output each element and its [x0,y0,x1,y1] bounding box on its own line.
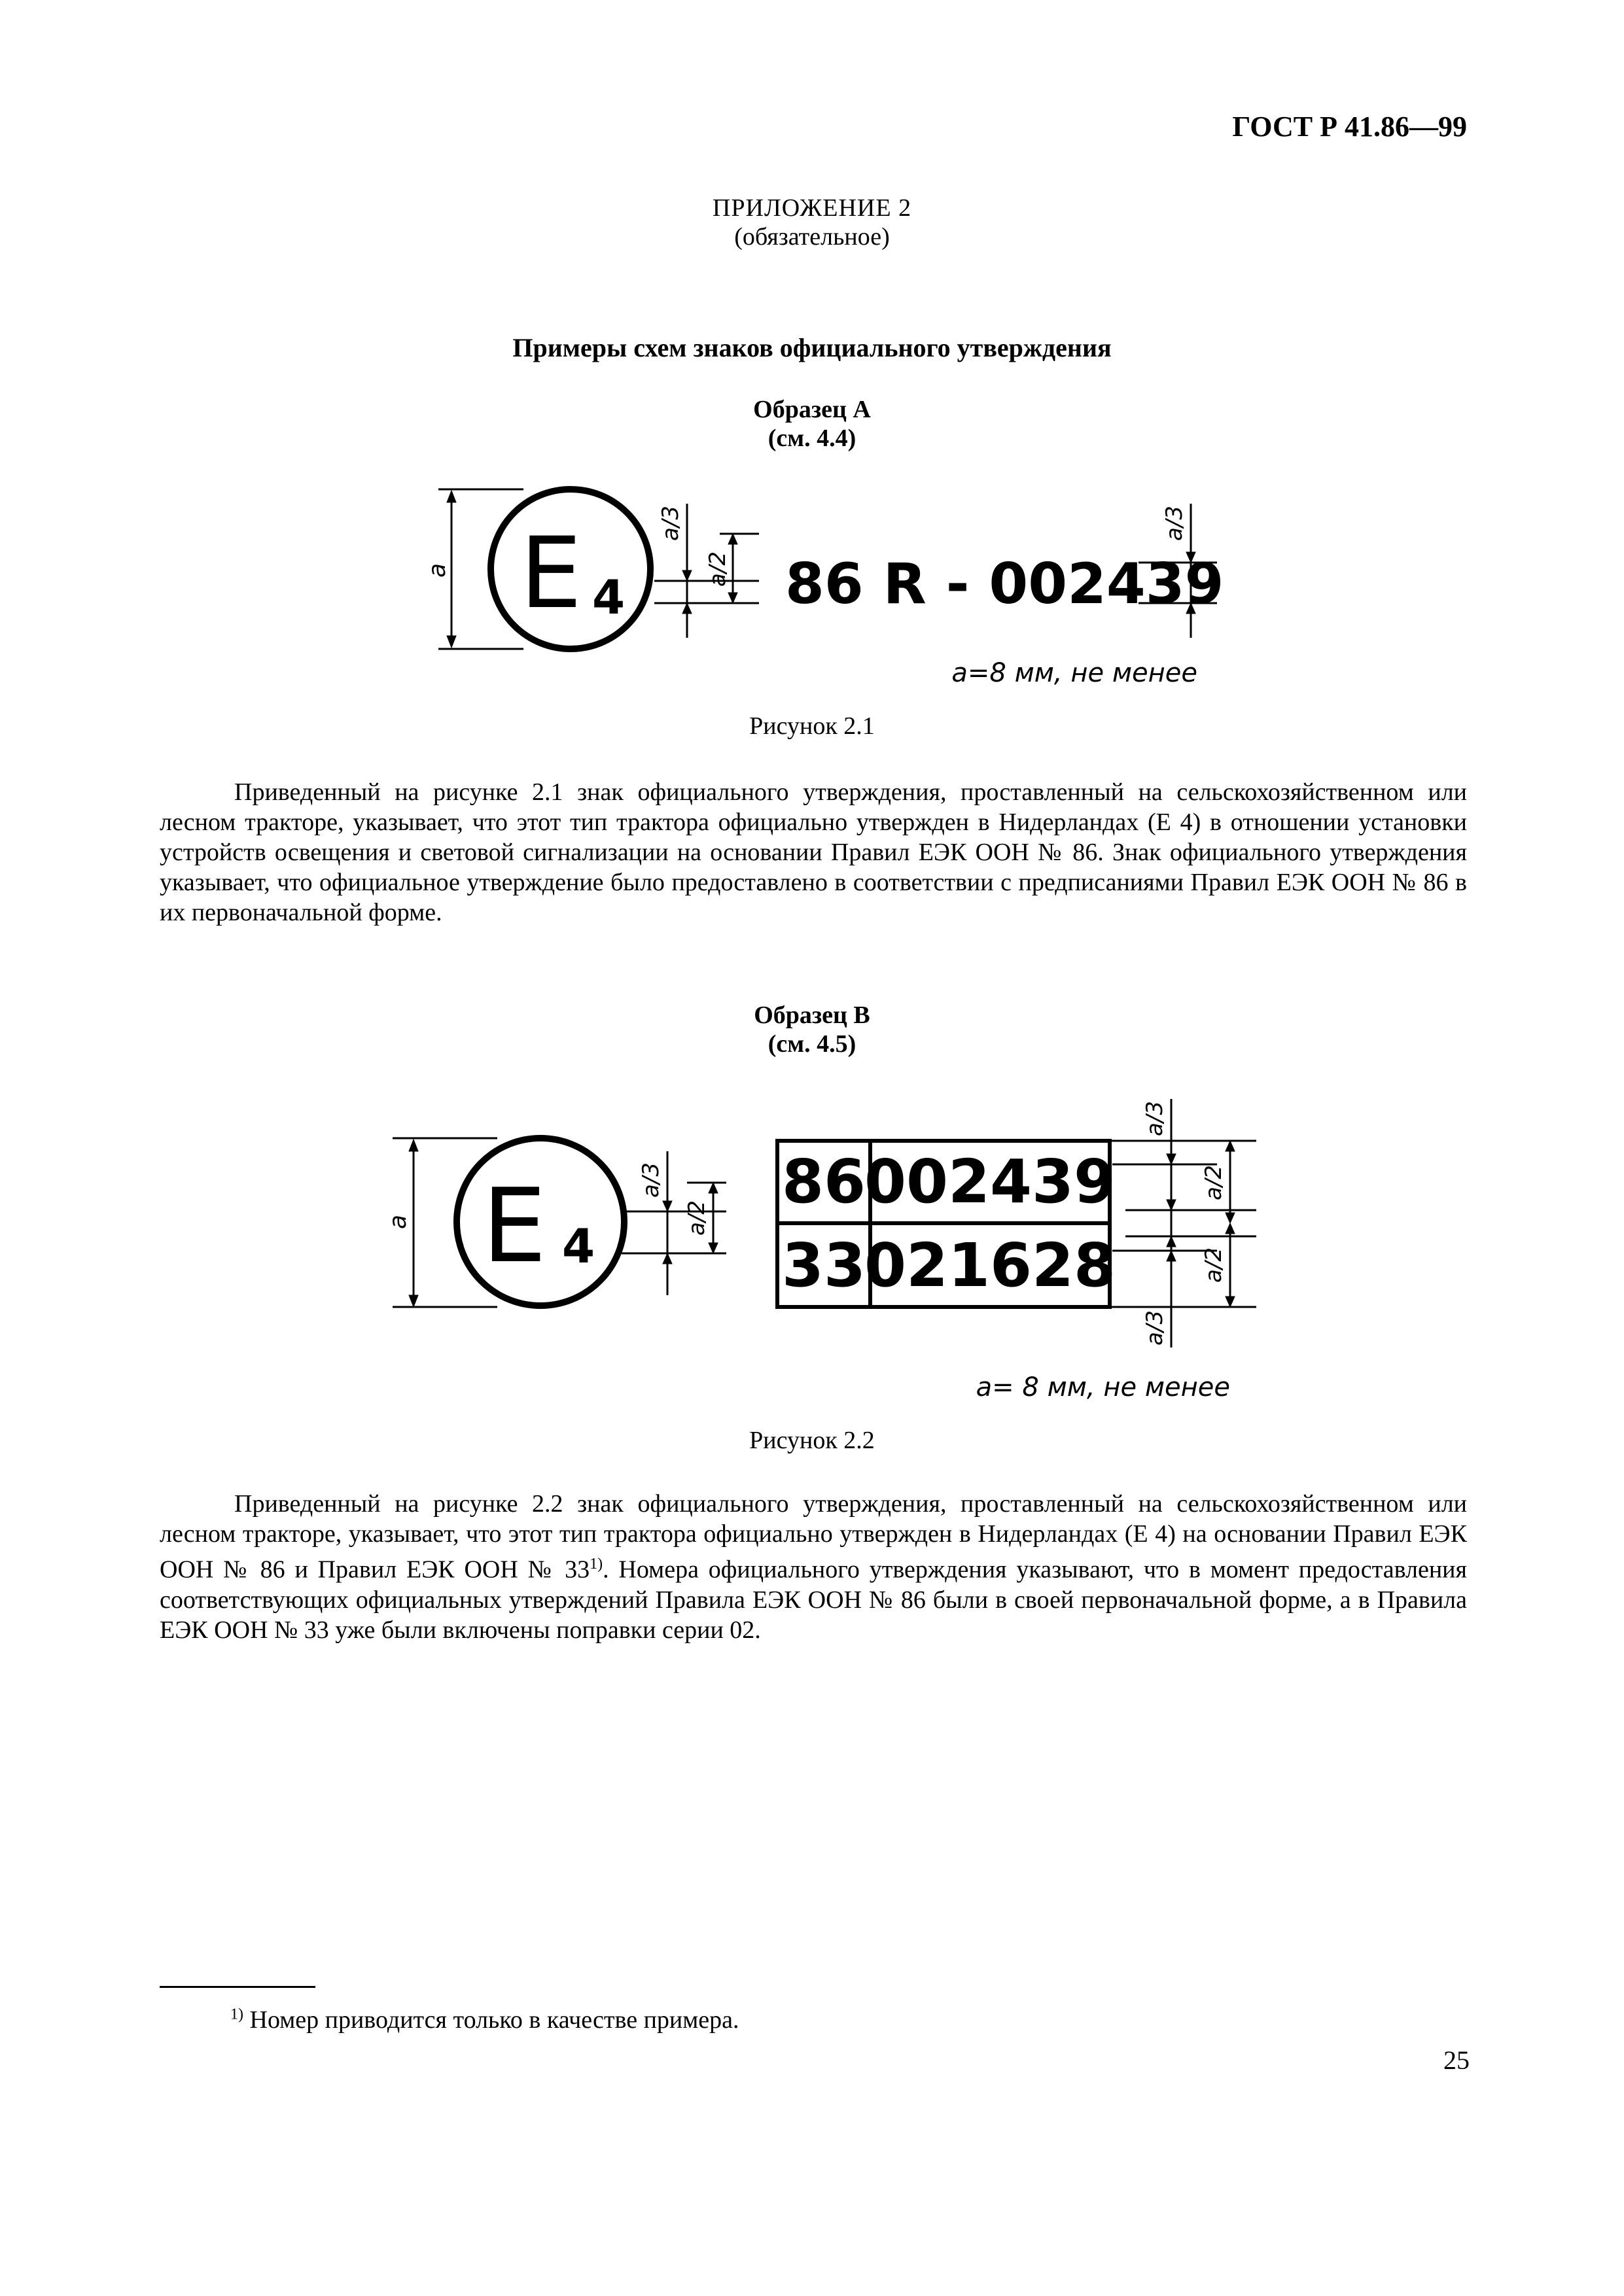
sample-a-dim-a3: a/3 [658,506,684,541]
footnote-reference[interactable]: 1) [590,1556,603,1573]
table-cell-approval-2: 021628 [864,1230,1116,1300]
sample-a-description [160,777,1467,928]
section-title: Примеры схем знаков официального утверждения [512,333,1112,362]
sample-a-title: Образец А [753,396,871,423]
sample-a-dim-a3-right: a/3 [1161,506,1188,541]
table-cell-approval-1: 002439 [864,1147,1116,1217]
table-cell-regulation-1: 86 [781,1147,866,1217]
sample-b-ref: (см. 4.5) [768,1030,856,1058]
sample-b-country-code: 4 [561,1219,595,1274]
sample-b-size-note: a= 8 мм, не менее [976,1372,1230,1402]
sample-b-letter: E [482,1166,547,1285]
sample-b-dim-a2: a/2 [684,1200,710,1236]
sample-b-description-tail: . Номера официального утверждения указывают, что в момент предоставления соответствующих официальных утверждений Правила ЕЭК ООН № 86 были в своей первоначальной форме, а в Правила ЕЭК ООН № 33 уже были включены поправки серии 02. [160,1556,1467,1644]
appendix-subtitle: (обязательное) [734,223,890,251]
table-cell-regulation-2: 33 [781,1230,866,1300]
sample-a-ref: (см. 4.4) [768,425,856,452]
sample-a-approval-number: 86 R - 002439 [785,551,1224,617]
sample-b-description-text: Приведенный на рисунке 2.2 знак официального утверждения, проставленный на сельскохозяйственном или лесном тракторе, указывает, что этот тип трактора официально утвержден в Нидерландах (E 4) на основании Правил ЕЭК ООН № 86 и Правил ЕЭК ООН № 33 [160,1490,1467,1584]
sample-a-size-note: a=8 мм, не менее [951,658,1197,688]
appendix-title: ПРИЛОЖЕНИЕ 2 [712,194,912,222]
sample-a-dim-a: a [424,563,451,578]
sample-b-title: Образец B [754,1001,870,1029]
sample-b-dim-a2-bottom: a/2 [1201,1247,1227,1283]
sample-a-country-code: 4 [591,570,626,625]
document-id: ГОСТ Р 41.86—99 [1232,111,1467,143]
figure-2-2-caption: Рисунок 2.2 [749,1427,875,1454]
sample-b-dim-a3-bottom: a/3 [1142,1310,1168,1346]
sample-a-dim-a2: a/2 [705,551,731,587]
sample-b-dim-a3: a/3 [638,1162,664,1198]
sample-b-dim-a3-top: a/3 [1142,1101,1168,1136]
page-number: 25 [1443,2045,1470,2075]
sample-b-dim-a2-top: a/2 [1201,1165,1227,1200]
figure-2-1-caption: Рисунок 2.1 [749,712,875,740]
footnote-divider [160,1986,315,1988]
sample-a-description-text: Приведенный на рисунке 2.1 знак официального утверждения, проставленный на сельскохозяйственном или лесном тракторе, указывает, что этот тип трактора официально утвержден в Нидерландах (E 4) в отношении установки устройств освещения и световой сигнализации на основании Правил ЕЭК ООН № 86. Знак официального утверждения указывает, что официальное утверждение было предоставлено в соответствии с предписаниями Правил ЕЭК ООН № 86 в их первоначальной форме. [160,778,1467,926]
footnote-text: Номер приводится только в качестве примера. [243,2006,739,2034]
footnote [230,2006,739,2034]
sample-b-dim-a: a [385,1214,412,1230]
footnote-marker: 1) [230,2006,243,2023]
sample-a-letter: E [520,517,582,631]
sample-b-description [160,1489,1467,1645]
